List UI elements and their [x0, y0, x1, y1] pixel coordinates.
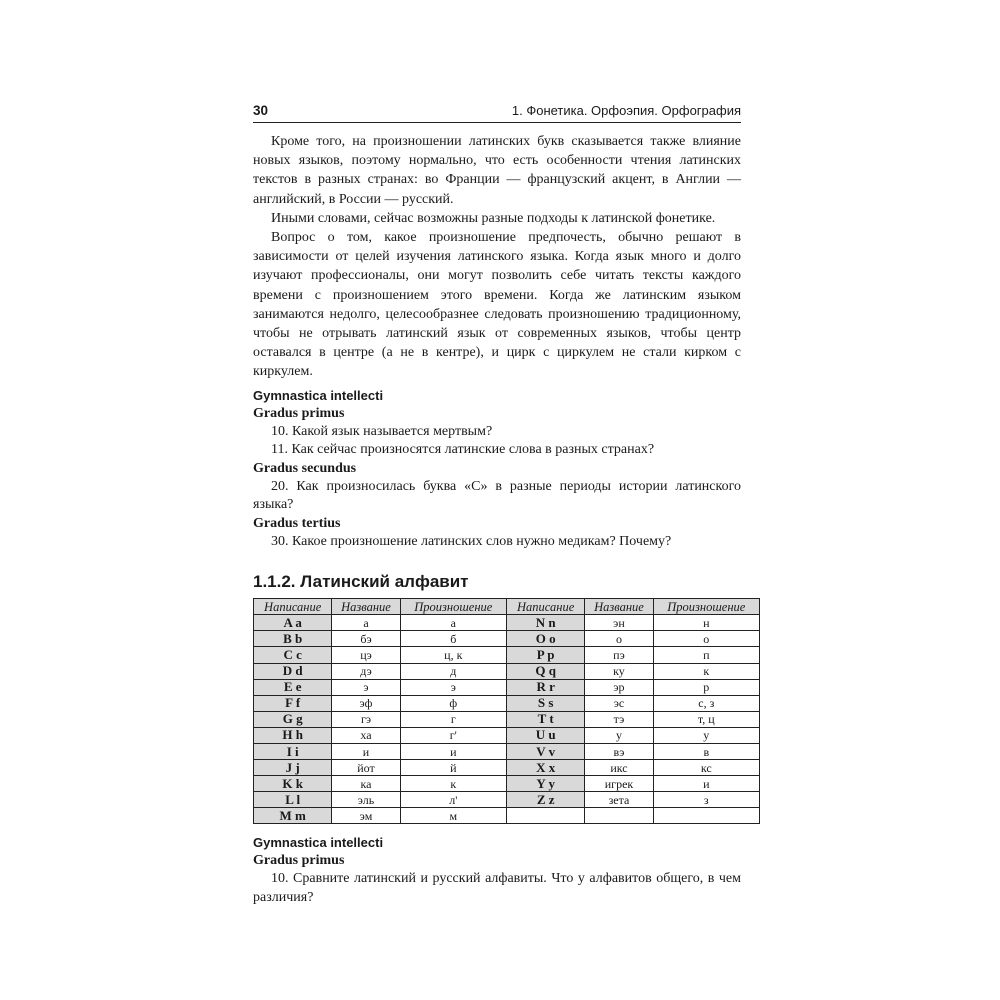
- name-cell: а: [332, 615, 400, 631]
- col-header: Название: [332, 599, 400, 615]
- pronunciation-cell: р: [653, 679, 759, 695]
- table-row: [254, 776, 760, 792]
- name-cell: эль: [332, 792, 400, 808]
- table-row: [254, 647, 760, 663]
- letter-cell: F f: [254, 695, 332, 711]
- letter-cell: Z z: [506, 792, 584, 808]
- letter-cell: K k: [254, 776, 332, 792]
- pronunciation-cell: л': [400, 792, 506, 808]
- letter-cell: Y y: [506, 776, 584, 792]
- col-header: Произношение: [653, 599, 759, 615]
- letter-cell: S s: [506, 695, 584, 711]
- letter-cell: J j: [254, 760, 332, 776]
- col-header: Произношение: [400, 599, 506, 615]
- table-row: [254, 760, 760, 776]
- name-cell: эф: [332, 695, 400, 711]
- table-row: [254, 727, 760, 743]
- gradus-label: Gradus primus: [253, 853, 345, 869]
- col-header: Написание: [506, 599, 584, 615]
- name-cell: о: [585, 631, 653, 647]
- paragraph: Кроме того, на произношении латинских букв сказывается также влияние новых языков, поэтому нормально, что есть особенности чтения латинских текстов в разных странах: во Франции — французский акцент, в Англии — английский, в России — русский.: [253, 134, 741, 207]
- letter-cell: G g: [254, 711, 332, 727]
- letter-cell: B b: [254, 631, 332, 647]
- name-cell: эр: [585, 679, 653, 695]
- table-row: [254, 631, 760, 647]
- gradus-label: Gradus secundus: [253, 460, 357, 476]
- pronunciation-cell: п: [653, 647, 759, 663]
- col-header: Написание: [254, 599, 332, 615]
- letter-cell: R r: [506, 679, 584, 695]
- letter-cell: X x: [506, 760, 584, 776]
- pronunciation-cell: у: [653, 727, 759, 743]
- pronunciation-cell: т, ц: [653, 711, 759, 727]
- pronunciation-cell: м: [400, 808, 506, 824]
- pronunciation-cell: н: [653, 615, 759, 631]
- pronunciation-cell: г': [400, 727, 506, 743]
- gradus-label: Gradus primus: [253, 405, 345, 421]
- letter-cell: T t: [506, 711, 584, 727]
- name-cell: эн: [585, 615, 653, 631]
- letter-cell: [506, 808, 584, 824]
- name-cell: зета: [585, 792, 653, 808]
- letter-cell: D d: [254, 663, 332, 679]
- pronunciation-cell: ц, к: [400, 647, 506, 663]
- paragraph: Вопрос о том, какое произношение предпочесть, обычно решают в зависимости от целей изучения латинского языка. Когда язык много и долго изучают профессионалы, они могут позволить себе читать тексты каждого времени с произношением этого времени. Когда же латинским языком занимаются недолго, целесообразнее следовать произношению традиционному, чтобы не отрывать латинский язык от современных языков, чтобы центр оставался в центре (а не в кентре), и цирк с циркулем не стали кирком с киркулем.: [253, 230, 741, 380]
- table-header-row: [254, 599, 760, 615]
- name-cell: бэ: [332, 631, 400, 647]
- table-row: [254, 679, 760, 695]
- pronunciation-cell: й: [400, 760, 506, 776]
- letter-cell: E e: [254, 679, 332, 695]
- pronunciation-cell: а: [400, 615, 506, 631]
- table-row: [254, 792, 760, 808]
- table-row: [254, 743, 760, 759]
- pronunciation-cell: и: [653, 776, 759, 792]
- question: 10. Какой язык называется мертвым?: [271, 423, 493, 439]
- alphabet-table: [253, 598, 760, 824]
- name-cell: тэ: [585, 711, 653, 727]
- name-cell: ха: [332, 727, 400, 743]
- book-page: [253, 100, 746, 907]
- letter-cell: O o: [506, 631, 584, 647]
- question: 10. Сравните латинский и русский алфавиты. Что у алфавитов общего, в чем различия?: [253, 871, 741, 905]
- pronunciation-cell: к: [653, 663, 759, 679]
- letter-cell: H h: [254, 727, 332, 743]
- name-cell: эс: [585, 695, 653, 711]
- table-row: [254, 711, 760, 727]
- name-cell: э: [332, 679, 400, 695]
- table-row: [254, 663, 760, 679]
- letter-cell: A a: [254, 615, 332, 631]
- letter-cell: V v: [506, 743, 584, 759]
- name-cell: у: [585, 727, 653, 743]
- page-header: [253, 100, 741, 123]
- name-cell: вэ: [585, 743, 653, 759]
- pronunciation-cell: э: [400, 679, 506, 695]
- pronunciation-cell: д: [400, 663, 506, 679]
- letter-cell: Q q: [506, 663, 584, 679]
- table-body: [254, 615, 760, 824]
- page-number: 30: [253, 103, 269, 118]
- name-cell: ку: [585, 663, 653, 679]
- name-cell: эм: [332, 808, 400, 824]
- gradus-label: Gradus tertius: [253, 515, 341, 531]
- table-row: [254, 615, 760, 631]
- pronunciation-cell: б: [400, 631, 506, 647]
- pronunciation-cell: с, з: [653, 695, 759, 711]
- body-text: [253, 132, 741, 382]
- pronunciation-cell: кс: [653, 760, 759, 776]
- question: 30. Какое произношение латинских слов нужно медикам? Почему?: [271, 533, 672, 549]
- name-cell: гэ: [332, 711, 400, 727]
- paragraph: Иными словами, сейчас возможны разные подходы к латинской фонетике.: [271, 210, 716, 226]
- question: 11. Как сейчас произносятся латинские слова в разных странах?: [271, 442, 655, 458]
- pronunciation-cell: в: [653, 743, 759, 759]
- letter-cell: L l: [254, 792, 332, 808]
- letter-cell: C c: [254, 647, 332, 663]
- exercise-heading: Gymnastica intellecti: [253, 387, 384, 403]
- table-row: [254, 808, 760, 824]
- letter-cell: P p: [506, 647, 584, 663]
- table-row: [254, 695, 760, 711]
- name-cell: пэ: [585, 647, 653, 663]
- letter-cell: U u: [506, 727, 584, 743]
- exercise-heading: Gymnastica intellecti: [253, 835, 384, 851]
- pronunciation-cell: к: [400, 776, 506, 792]
- pronunciation-cell: и: [400, 743, 506, 759]
- col-header: Название: [585, 599, 653, 615]
- name-cell: дэ: [332, 663, 400, 679]
- question: 20. Как произносилась буква «С» в разные периоды истории латинского языка?: [253, 478, 741, 513]
- name-cell: цэ: [332, 647, 400, 663]
- pronunciation-cell: ф: [400, 695, 506, 711]
- name-cell: [585, 808, 653, 824]
- name-cell: икс: [585, 760, 653, 776]
- name-cell: йот: [332, 760, 400, 776]
- pronunciation-cell: [653, 808, 759, 824]
- letter-cell: N n: [506, 615, 584, 631]
- pronunciation-cell: о: [653, 631, 759, 647]
- letter-cell: I i: [254, 743, 332, 759]
- pronunciation-cell: г: [400, 711, 506, 727]
- chapter-title: 1. Фонетика. Орфоэпия. Орфография: [511, 103, 741, 118]
- name-cell: и: [332, 743, 400, 759]
- section-title: 1.1.2. Латинский алфавит: [253, 572, 469, 592]
- name-cell: ка: [332, 776, 400, 792]
- pronunciation-cell: з: [653, 792, 759, 808]
- letter-cell: M m: [254, 808, 332, 824]
- name-cell: игрек: [585, 776, 653, 792]
